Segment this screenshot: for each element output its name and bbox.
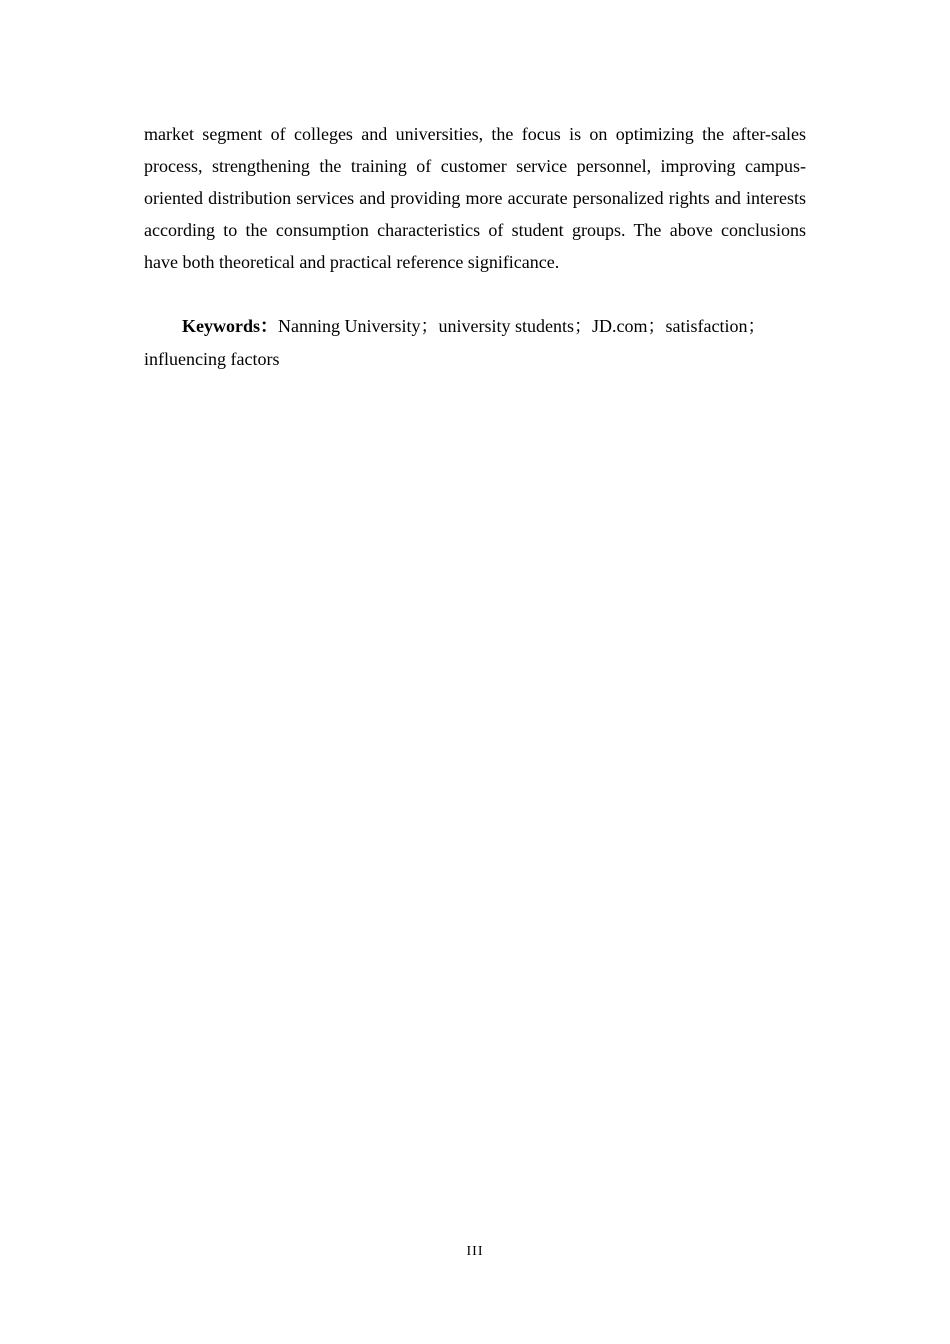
keyword-separator: ；: [573, 316, 592, 337]
keyword-item: university students: [438, 316, 574, 336]
keywords-label: Keywords：: [182, 316, 278, 336]
keyword-item: satisfaction: [665, 316, 748, 336]
keyword-item: JD.com: [591, 316, 648, 336]
page-content: [144, 118, 806, 375]
keywords-line: [144, 310, 806, 375]
keyword-item: Nanning University: [278, 316, 421, 336]
page-number: III: [466, 1244, 484, 1259]
keyword-item: influencing factors: [144, 349, 280, 369]
keyword-separator: ；: [420, 316, 439, 337]
abstract-paragraph: market segment of colleges and universities, the focus is on optimizing the after-sales process, strengthening the training of customer service personnel, improving campus-oriented distribution services and providing more accurate personalized rights and interests according to the consumption characteristics of student groups. The above conclusions have both theoretical and practical reference significance.: [144, 124, 806, 272]
keyword-separator: ；: [747, 316, 766, 337]
keyword-separator: ；: [647, 316, 666, 337]
